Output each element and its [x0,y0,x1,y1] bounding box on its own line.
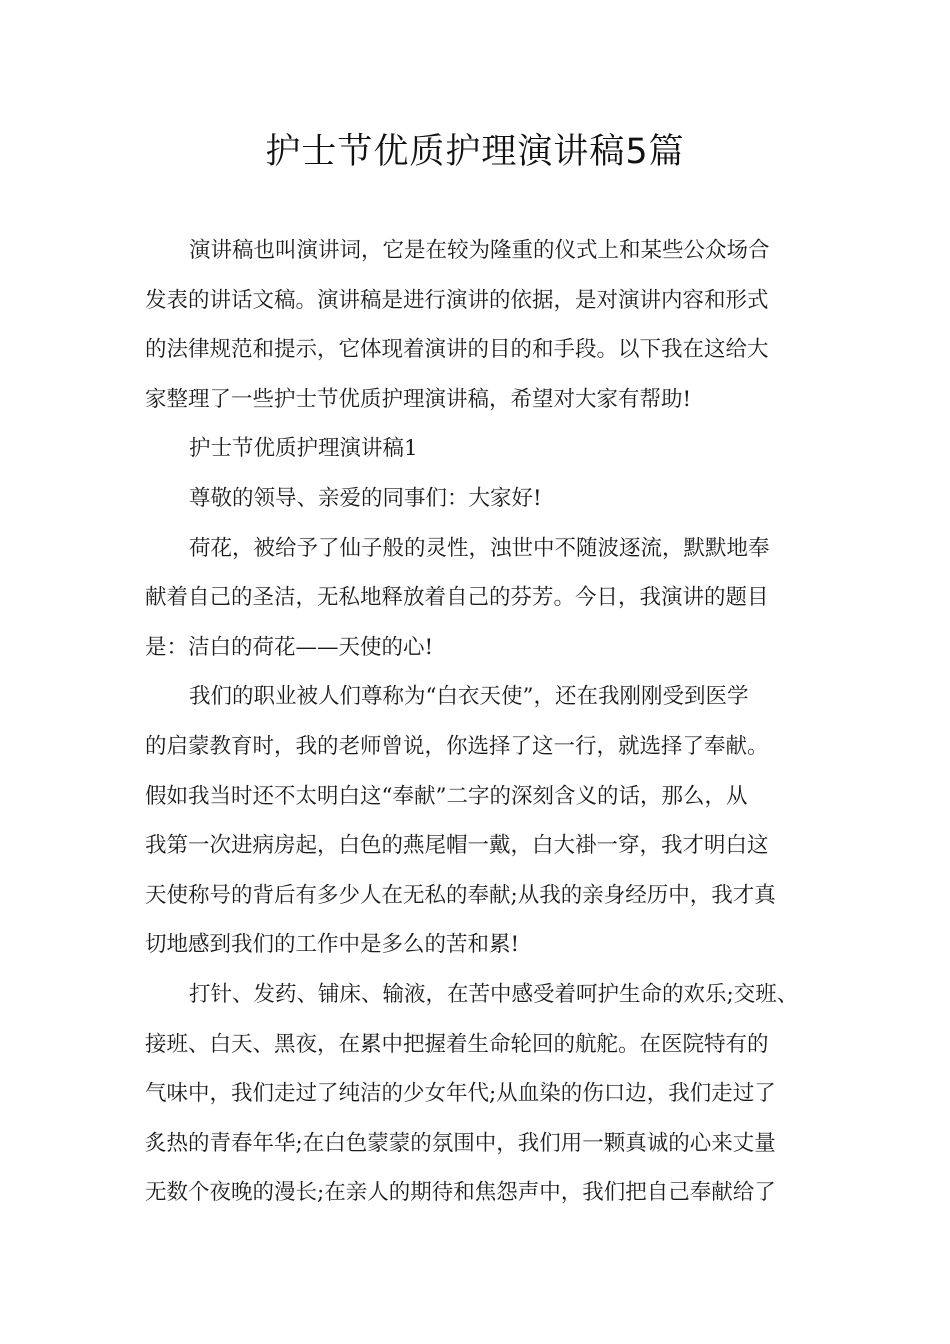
text-line: 无数个夜晚的漫长;在亲人的期待和焦怨声中，我们把自己奉献给了 [145,1180,776,1206]
text-line: 我们的职业被人们尊称为“白衣天使”，还在我刚刚受到医学 [189,684,749,710]
text-line: 献着自己的圣洁，无私地释放着自己的芬芳。今日，我演讲的题目 [145,585,769,611]
text-line: 的法律规范和提示，它体现着演讲的目的和手段。以下我在这给大 [145,337,769,363]
paragraph-lotus [145,524,825,673]
document-body [145,226,825,1218]
text-line: 演讲稿也叫演讲词，它是在较为隆重的仪式上和某些公众场合 [189,238,770,263]
text-line: 炙热的青春年华;在白色蒙蒙的氛围中，我们用一颗真诚的心来丈量 [145,1130,776,1156]
text-line: 发表的讲话文稿。演讲稿是进行演讲的依据，是对演讲内容和形式 [145,287,769,313]
text-line: 的启蒙教育时，我的老师曾说，你选择了这一行，就选择了奉献。 [145,733,769,759]
text-line: 假如我当时还不太明白这“奉献”二字的深刻含义的话，那么，从 [145,783,748,809]
text-line: 荷花，被给予了仙子般的灵性，浊世中不随波逐流，默默地奉 [189,535,770,561]
paragraph-greeting [145,474,825,524]
text-line: 接班、白天、黑夜，在累中把握着生命轮回的航舵。在医院特有的 [145,1031,769,1057]
text-line: 气味中，我们走过了纯洁的少女年代;从血染的伤口边，我们走过了 [145,1081,776,1107]
text-line: 尊敬的领导、亲爱的同事们：大家好! [189,485,542,511]
paragraph-angel [145,672,825,970]
text-line: 护士节优质护理演讲稿1 [189,436,418,462]
text-line: 天使称号的背后有多少人在无私的奉献;从我的亲身经历中，我才真 [145,882,776,908]
section-heading [145,424,825,474]
text-line: 打针、发药、铺床、输液，在苦中感受着呵护生命的欢乐;交班、 [189,981,799,1007]
document-title: 护士节优质护理演讲稿5篇 [265,132,685,172]
paragraph-intro [145,226,825,424]
text-line: 切地感到我们的工作中是多么的苦和累! [145,932,520,958]
text-line: 家整理了一些护士节优质护理演讲稿，希望对大家有帮助! [145,386,692,412]
text-line: 是：洁白的荷花——天使的心! [145,634,434,660]
paragraph-work [145,970,825,1218]
text-line: 我第一次进病房起，白色的燕尾帽一戴，白大褂一穿，我才明白这 [145,833,769,859]
